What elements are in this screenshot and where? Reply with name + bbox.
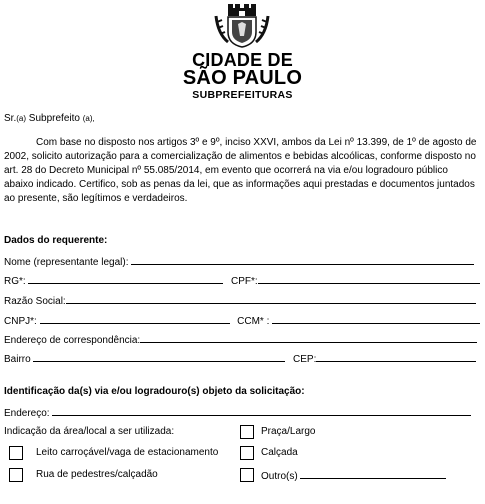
cnpj-label: CNPJ*: [4,316,37,327]
cep-label: CEP: [293,354,317,365]
logo-line-2: SÃO PAULO [182,67,303,89]
cnpj-ccm-row [4,314,480,328]
intro-paragraph: Com base no disposto nos artigos 3º e 9º, inciso XXVI, ambos da Lei nº 13.399, de 1º de agosto de 2002, solicito autorização para a comercialização de alimentos e bebidas alcoólicas, conforme disposto no art. 28 do Decreto Municipal nº 55.085/2014, em evento que ocorrerá na via e/ou logradouro público abaixo indicado. Certifico, sob as penas da lei, que as informações aqui prestadas e documentos juntados ao presente, são legítimos e verdadeiros. [4,137,477,204]
calcada-checkbox[interactable] [240,446,254,460]
leito-label: Leito carroçável/vaga de estacionamento [36,447,219,458]
name-field[interactable] [131,255,474,265]
requester-heading: Dados do requerente: [4,235,108,246]
location-address-row [4,406,471,420]
logo-line-1: CIDADE DE [192,50,293,70]
correspondence-field[interactable] [140,333,477,343]
outros-row [261,469,446,483]
leito-checkbox[interactable] [9,446,23,460]
cpf-field[interactable] [258,274,480,284]
rua-pedestres-label: Rua de pedestres/calçadão [36,469,158,480]
outros-label: Outro(s) [261,471,298,482]
location-address-label: Endereço: [4,408,50,419]
bairro-cep-row [4,352,476,366]
razao-row [4,294,476,308]
name-field-row [4,255,474,269]
city-crest-icon [214,2,270,48]
logo-line-3: SUBPREFEITURAS [192,89,293,101]
outros-field[interactable] [300,469,446,479]
bairro-label: Bairro [4,354,31,365]
cep-field[interactable] [316,352,476,362]
correspondence-label: Endereço de correspondência: [4,335,141,346]
rg-field[interactable] [28,274,223,284]
cpf-label: CPF*: [231,276,258,287]
praca-label: Praça/Largo [261,426,316,437]
rua-pedestres-checkbox[interactable] [9,468,23,482]
salutation: Sr.(a) Subprefeito (a), [4,113,95,124]
razao-field[interactable] [66,294,476,304]
rg-cpf-row [4,274,480,288]
location-address-field[interactable] [52,406,471,416]
ccm-field[interactable] [272,314,480,324]
praca-checkbox[interactable] [240,425,254,439]
name-label: Nome (representante legal): [4,257,129,268]
area-label: Indicação da área/local a ser utilizada: [4,426,175,437]
correspondence-row [4,333,477,347]
rg-label: RG*: [4,276,26,287]
bairro-field[interactable] [33,352,285,362]
ccm-label: CCM* : [237,316,270,327]
razao-label: Razão Social: [4,296,66,307]
calcada-label: Calçada [261,447,298,458]
cnpj-field[interactable] [40,314,230,324]
outros-checkbox[interactable] [240,468,254,482]
location-heading: Identificação da(s) via e/ou logradouro(s) objeto da solicitação: [4,386,305,397]
